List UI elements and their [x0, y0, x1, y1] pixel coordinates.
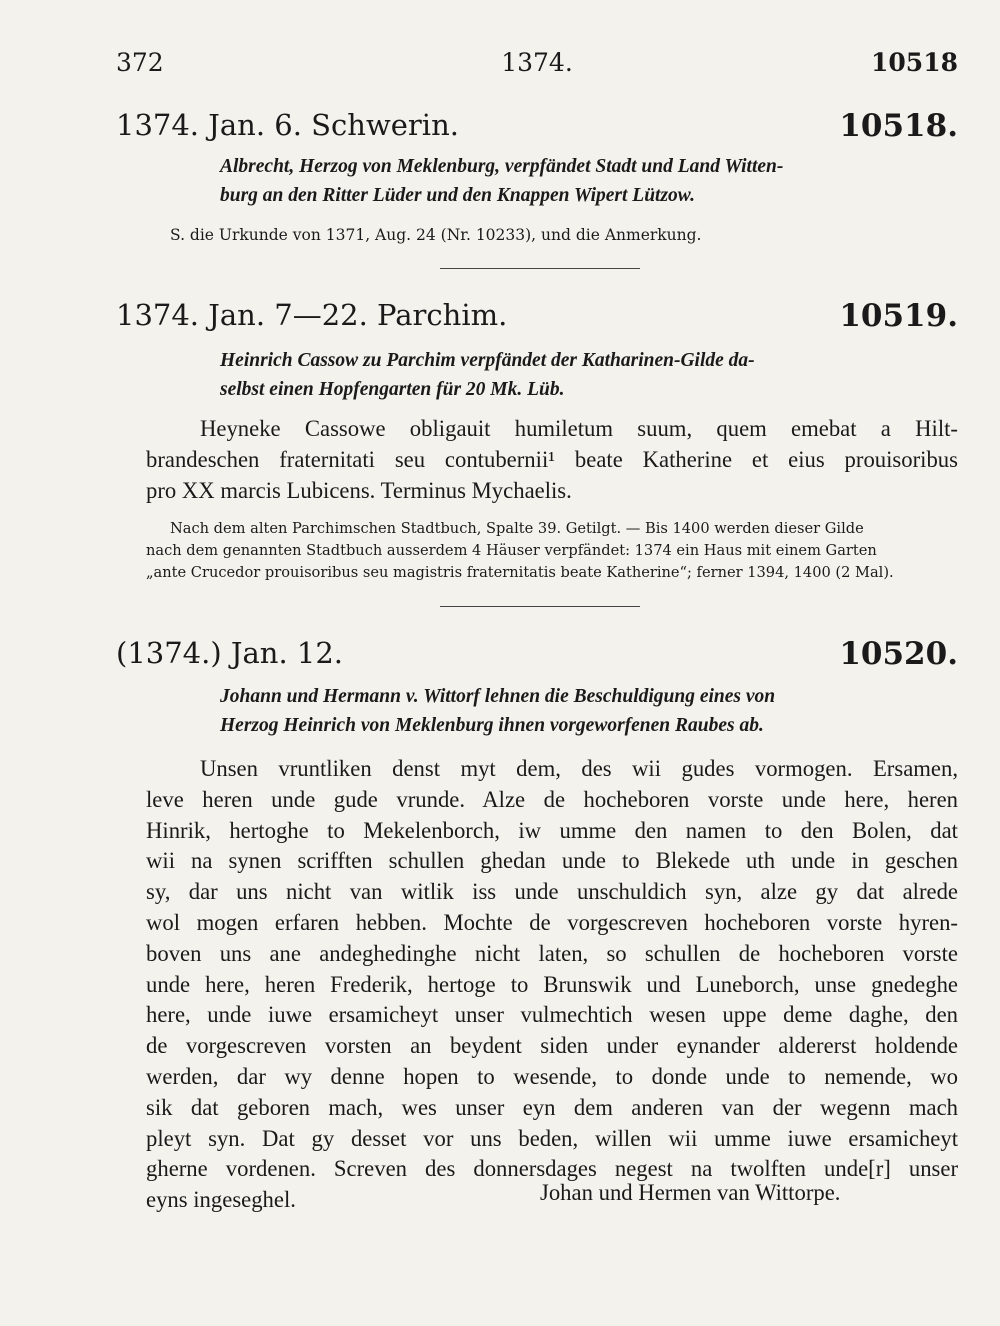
text-line: gherne vordenen. Screven des donnersdages negest na twolften unde[r] unser [146, 1156, 958, 1182]
text-line: Unsen vruntliken denst myt dem, des wii gudes vormogen. Ersamen, [200, 756, 958, 781]
entry-10519-regest [220, 346, 960, 404]
running-head [116, 48, 958, 88]
regest-line: Herzog Heinrich von Meklenburg ihnen vorgeworfenen Raubes ab. [220, 715, 764, 736]
text-line: brandeschen fraternitati seu contubernii¹ beate Katherine et eius prouisoribus [146, 446, 958, 472]
entry-number: 10519. [839, 298, 958, 334]
note-line: „ante Crucedor prouisoribus seu magistris fraternitatis beate Katherine“; ferner 1394, 1400 (2 Mal). [146, 564, 894, 581]
text-line: pro XX marcis Lubicens. Terminus Mychaelis. [146, 477, 572, 503]
text-line: wii na synen scrifften schullen ghedan unde to Blekede uth unde in geschen [146, 848, 958, 874]
signature: Johan und Hermen van Wittorpe. [540, 1180, 841, 1205]
text-line: sik dat geboren mach, wes unser eyn dem anderen van der wegenn mach [146, 1094, 958, 1120]
entry-10518-note [170, 224, 1000, 246]
regest-line: selbst einen Hopfengarten für 20 Mk. Lüb. [220, 379, 565, 400]
text-line: werden, dar wy denne hopen to wesende, to donde unde to nemende, wo [146, 1063, 958, 1089]
separator-rule [440, 606, 640, 607]
text-line: here, unde iuwe ersamicheyt unser vulmechtich wesen uppe deme daghe, den [146, 1002, 958, 1028]
regest-line: Albrecht, Herzog von Meklenburg, verpfändet Stadt und Land Witten- [220, 156, 784, 177]
regest-line: burg an den Ritter Lüder und den Knappen Wipert Lützow. [220, 185, 695, 206]
text-line: wol mogen erfaren hebben. Mochte de vorgescreven hocheboren vorste hyren- [146, 909, 958, 935]
text-line: de vorgescreven vorsten an beydent siden under eynander aldererst holdende [146, 1033, 958, 1059]
entry-10519-note [146, 518, 958, 584]
note-line: S. die Urkunde von 1371, Aug. 24 (Nr. 10233), und die Anmerkung. [170, 226, 702, 244]
entry-10519-text [116, 414, 958, 506]
note-line: Nach dem alten Parchimschen Stadtbuch, Spalte 39. Getilgt. — Bis 1400 werden dieser Gilde [170, 520, 864, 537]
entry-number: 10520. [839, 636, 958, 672]
separator-rule [440, 268, 640, 269]
entry-date: 1374. Jan. 6. Schwerin. [116, 108, 459, 142]
entry-10518-heading [116, 108, 958, 142]
entry-10518-regest [220, 152, 960, 210]
text-line: pleyt syn. Dat gy desset vor uns beden, willen wii umme iuwe ersamicheyt [146, 1125, 958, 1151]
text-line: leve heren unde gude vrunde. Alze de hocheboren vorste unde here, heren [146, 786, 958, 812]
entry-10520-heading [116, 636, 958, 670]
regest-line: Heinrich Cassow zu Parchim verpfändet der Katharinen-Gilde da- [220, 350, 755, 371]
note-line: nach dem genannten Stadtbuch ausserdem 4 Häuser verpfändet: 1374 ein Haus mit einem Garten [146, 542, 877, 559]
running-year: 1374. [501, 48, 573, 77]
text-line: unde here, heren Frederik, hertoge to Brunswik und Luneborch, unse gnedeghe [146, 971, 958, 997]
text-line: Heyneke Cassowe obligauit humiletum suum, quem emebat a Hilt- [200, 416, 958, 441]
text-line: sy, dar uns nicht van witlik iss unde unschuldich syn, alze gy dat alrede [146, 879, 958, 905]
entry-10520-regest [220, 682, 960, 740]
entry-date: (1374.) Jan. 12. [116, 636, 344, 670]
page-number: 372 [116, 48, 164, 77]
entry-date: 1374. Jan. 7—22. Parchim. [116, 298, 508, 332]
regest-line: Johann und Hermann v. Wittorf lehnen die Beschuldigung eines von [220, 686, 776, 707]
entry-10519-heading [116, 298, 958, 332]
text-line: boven uns ane andeghedinghe nicht laten, so schullen de hocheboren vorste [146, 940, 958, 966]
entry-10520-text [116, 754, 958, 1216]
running-document-number: 10518 [871, 48, 958, 77]
text-line: Hinrik, hertoghe to Mekelenborch, iw umme den namen to den Bolen, dat [146, 817, 958, 843]
entry-number: 10518. [839, 108, 958, 144]
text-line: eyns ingeseghel. [146, 1187, 296, 1213]
